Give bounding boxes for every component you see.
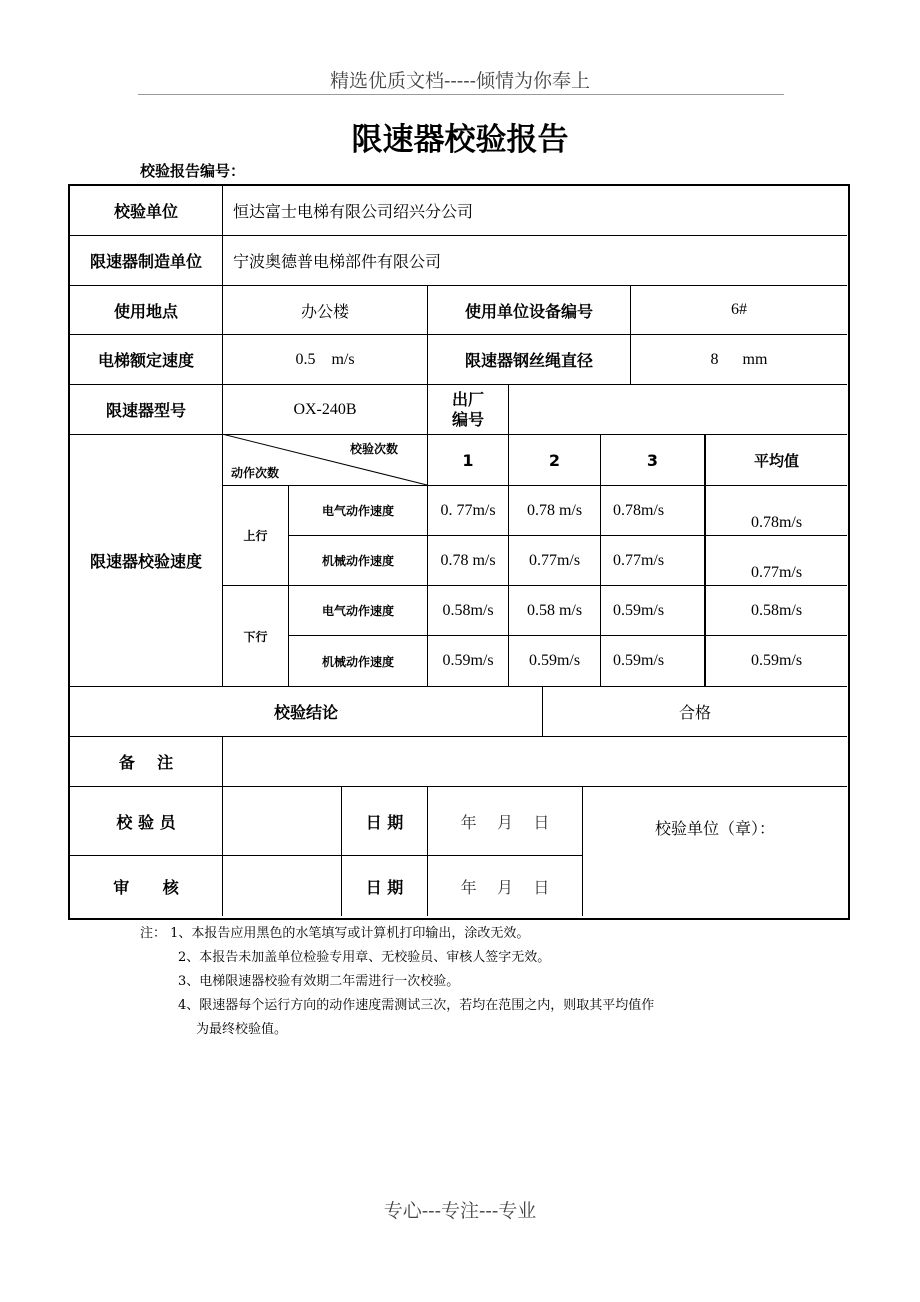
report-title: 限速器校验报告: [351, 122, 569, 158]
up-electrical-label: 电气动作速度: [321, 504, 394, 518]
inspection-unit-value: 恒达富士电梯有限公司绍兴分公司: [233, 202, 474, 221]
factory-number-label: [428, 385, 508, 434]
remarks-label: 备 注: [118, 753, 174, 772]
down-electrical-3: 0.59m/s: [612, 601, 665, 619]
col-header-1: 1: [462, 450, 474, 470]
conclusion-value: 合格: [678, 703, 711, 722]
notes: [140, 922, 654, 1042]
equipment-number-value: 6#: [731, 301, 747, 318]
col-header-average: 平均值: [753, 451, 799, 470]
factory-number-label-line2: 编号: [451, 409, 484, 429]
down-electrical-1: 0.58m/s: [442, 601, 494, 619]
remarks-value: [223, 737, 847, 786]
rated-speed-label: 电梯额定速度: [97, 351, 194, 370]
conclusion-label: 校验结论: [273, 703, 338, 722]
col-header-2: 2: [548, 450, 561, 470]
note-4-continued: 为最终校验值。: [196, 1022, 288, 1037]
up-mechanical-3: 0.77m/s: [612, 551, 665, 569]
reviewer-date-label: 日 期: [365, 877, 404, 897]
page-footer: 专心---专注---专业: [383, 1200, 537, 1222]
up-mechanical-average: 0.77m/s: [750, 563, 803, 581]
down-mechanical-1: 0.59m/s: [442, 652, 494, 669]
unit-stamp-label: 校验单位（章）：: [654, 818, 775, 838]
inspector-date-label: 日 期: [365, 812, 404, 832]
note-3: 3、电梯限速器校验有效期二年需进行一次校验。: [178, 974, 460, 989]
equipment-number-label: 使用单位设备编号: [464, 301, 593, 321]
manufacturer-label: 限速器制造单位: [89, 252, 202, 271]
up-electrical-1: 0. 77m/s: [440, 501, 496, 519]
manufacturer-value: 宁波奥德普电梯部件有限公司: [233, 252, 442, 271]
page-header: 精选优质文档-----倾情为你奉上: [329, 70, 591, 92]
rope-diameter-label: 限速器钢丝绳直径: [464, 351, 593, 370]
up-mechanical-2: 0.77m/s: [528, 551, 581, 569]
model-label: 限速器型号: [105, 401, 186, 420]
down-mechanical-3: 0.59m/s: [612, 652, 665, 669]
diag-header-top: 校验次数: [350, 442, 399, 456]
down-mechanical-average: 0.59m/s: [750, 652, 803, 669]
location-label: 使用地点: [113, 301, 178, 321]
up-mechanical-1: 0.78 m/s: [440, 551, 496, 569]
col-header-3: 3: [646, 450, 659, 470]
location-value: 办公楼: [300, 301, 349, 321]
rope-diameter-value: 8 mm: [710, 350, 768, 368]
note-4: 4、限速器每个运行方向的动作速度需测试三次，若均在范围之内，则取其平均值作: [178, 998, 655, 1013]
up-electrical-average: 0.78m/s: [750, 513, 803, 531]
up-electrical-3: 0.78m/s: [612, 501, 665, 519]
down-electrical-2: 0.58 m/s: [526, 601, 583, 619]
note-2: 2、本报告未加盖单位检验专用章、无校验员、审核人签字无效。: [178, 950, 551, 965]
model-value: OX-240B: [293, 400, 357, 418]
factory-number-value: [509, 385, 847, 434]
down-mechanical-2: 0.59m/s: [528, 652, 581, 669]
direction-up-label: 上行: [243, 529, 268, 543]
factory-number-label-line1: 出厂: [451, 389, 484, 409]
diag-header-bottom: 动作次数: [231, 466, 280, 480]
down-mechanical-label: 机械动作速度: [321, 654, 394, 669]
up-electrical-2: 0.78 m/s: [526, 501, 583, 519]
inspector-date-value: 年 月 日: [460, 812, 550, 832]
inspector-label: 校 验 员: [116, 812, 176, 832]
inspection-unit-label: 校验单位: [113, 202, 178, 221]
note-1: 注： 1、本报告应用黑色的水笔填写或计算机打印输出，涂改无效。: [140, 926, 530, 941]
rated-speed-value: 0.5 m/s: [295, 350, 355, 368]
up-mechanical-label: 机械动作速度: [321, 554, 394, 568]
down-electrical-label: 电气动作速度: [321, 604, 394, 618]
direction-down-label: 下行: [243, 629, 268, 644]
header-divider: [138, 94, 784, 95]
report-number-label: 校验报告编号：: [140, 162, 246, 180]
speed-section-label: 限速器校验速度: [89, 552, 202, 571]
reviewer-date-value: 年 月 日: [460, 877, 550, 897]
reviewer-label: 审 核: [113, 877, 179, 897]
down-electrical-average: 0.58m/s: [750, 601, 803, 619]
